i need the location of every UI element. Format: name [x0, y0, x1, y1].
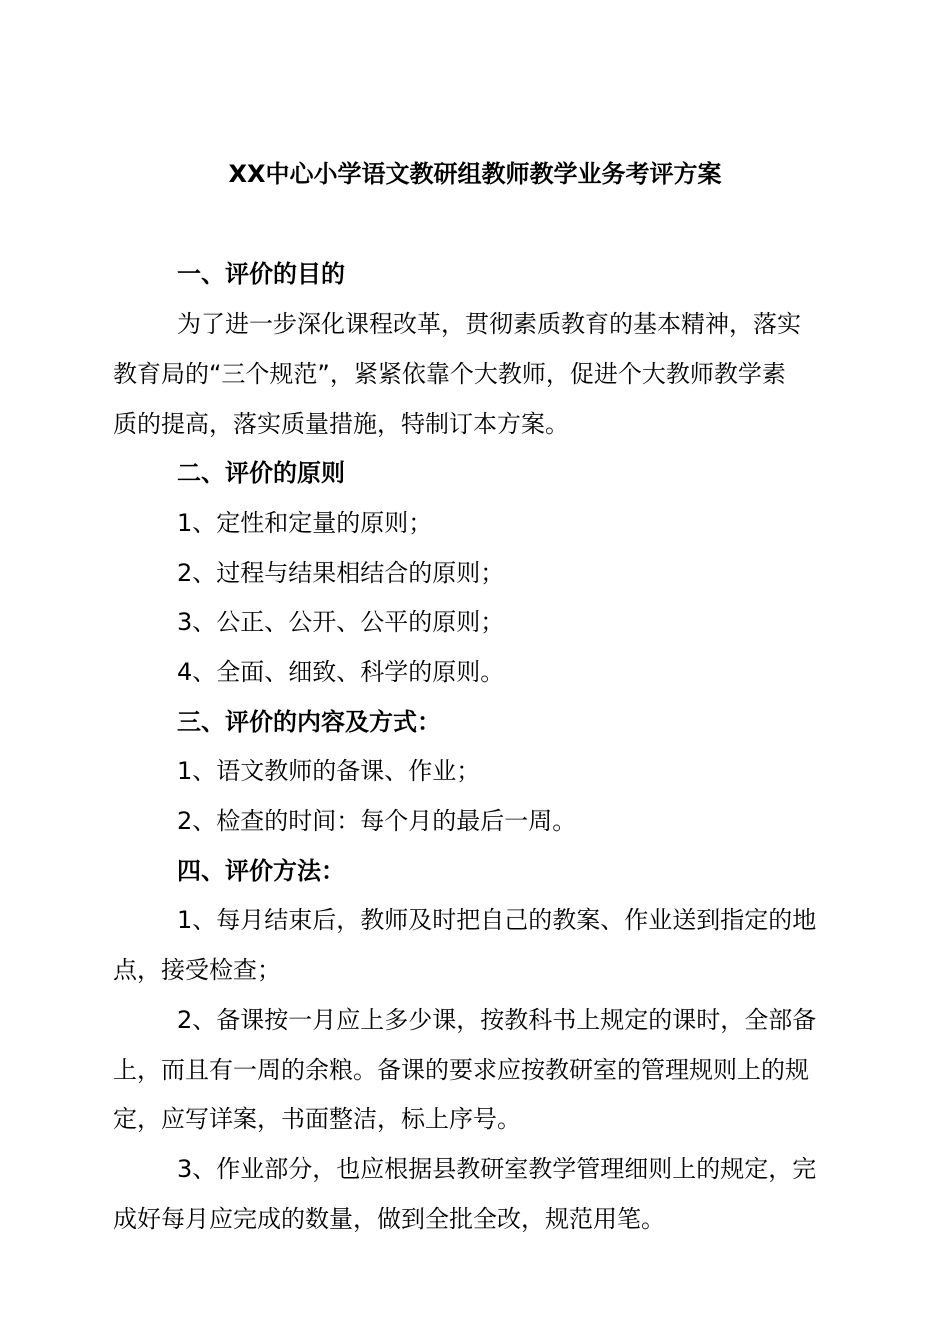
paragraph-line: 定，应写详案，书面整洁，标上序号。	[113, 1105, 521, 1133]
paragraph-line: 1、每月结束后，教师及时把自己的教案、作业送到指定的地	[177, 906, 817, 934]
paragraph-line: 点，接受检查；	[113, 956, 281, 984]
list-item: 4、全面、细致、科学的原则。	[177, 658, 505, 686]
paragraph-line: 3、作业部分，也应根据县教研室教学管理细则上的规定，完	[177, 1155, 817, 1183]
list-item: 1、定性和定量的原则；	[177, 509, 433, 537]
paragraph-line: 上，而且有一周的余粮。备课的要求应按教研室的管理规则上的规	[113, 1056, 809, 1084]
list-item: 2、检查的时间：每个月的最后一周。	[177, 807, 577, 835]
section-heading-purpose: 一、评价的目的	[177, 260, 345, 288]
list-item: 3、公正、公开、公平的原则；	[177, 608, 505, 636]
list-item: 1、语文教师的备课、作业；	[177, 757, 481, 785]
document-title: XX中心小学语文教研组教师教学业务考评方案	[228, 160, 722, 188]
section-heading-method: 四、评价方法：	[177, 857, 345, 885]
section-heading-content: 三、评价的内容及方式：	[177, 708, 441, 736]
paragraph-line: 2、备课按一月应上多少课，按教科书上规定的课时，全部备	[177, 1006, 817, 1034]
paragraph-line: 成好每月应完成的数量，做到全批全改，规范用笔。	[113, 1205, 665, 1233]
paragraph-line: 为了进一步深化课程改革，贯彻素质教育的基本精神，落实	[177, 310, 801, 338]
paragraph-line: 教育局的“三个规范”，紧紧依靠个大教师，促进个大教师教学素	[113, 360, 786, 388]
paragraph-line: 质的提高，落实质量措施，特制订本方案。	[113, 410, 569, 438]
section-heading-principles: 二、评价的原则	[177, 459, 345, 487]
list-item: 2、过程与结果相结合的原则；	[177, 559, 505, 587]
